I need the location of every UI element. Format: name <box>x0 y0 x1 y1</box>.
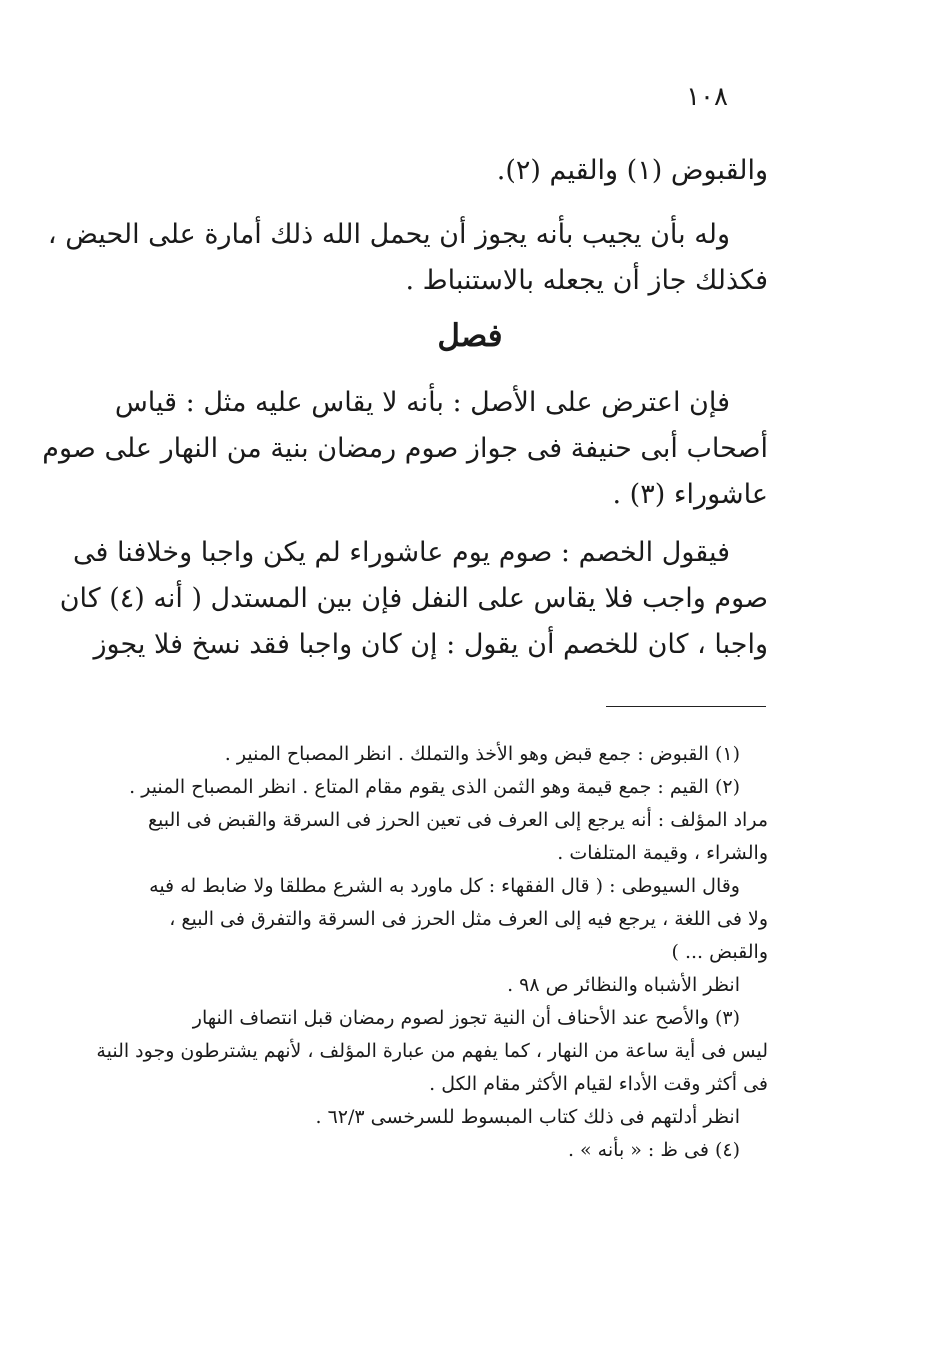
paragraph-1 <box>128 148 768 194</box>
footnote-line: فى أكثر وقت الأداء لقيام الأكثر مقام الكل . <box>429 1073 768 1095</box>
text-line: عاشوراء (٣) . <box>612 479 768 510</box>
footnote-line: انظر الأشباه والنظائر ص ٩٨ . <box>507 974 740 996</box>
text-line: واجبا ، كان للخصم أن يقول : إن كان واجبا فقد نسخ فلا يجوز <box>93 629 768 660</box>
page-number: ١٠٨ <box>686 82 728 112</box>
text-line: فيقول الخصم : صوم يوم عاشوراء لم يكن واجبا وخلافنا فى <box>73 537 730 568</box>
footnotes <box>96 738 768 1167</box>
paragraph-4 <box>59 530 768 668</box>
footnote-separator <box>606 706 766 707</box>
footnote-line: (٣) والأصح عند الأحناف أن النية تجوز لصوم رمضان قبل انتصاف النهار <box>192 1007 740 1029</box>
footnote-line: (١) القبوض : جمع قبض وهو الأخذ والتملك . انظر المصباح المنير . <box>224 743 740 765</box>
footnote-line: والشراء ، وقيمة المتلفات . <box>557 842 768 864</box>
footnote-line: ليس فى أية ساعة من النهار ، كما يفهم من عبارة المؤلف ، لأنهم يشترطون وجود النية <box>96 1040 768 1062</box>
footnote-line: (٤) فى ظ : « بأنه » . <box>567 1139 740 1161</box>
paragraph-2 <box>47 212 768 304</box>
footnote-line: (٢) القيم : جمع قيمة وهو الثمن الذى يقوم مقام المتاع . انظر المصباح المنير . <box>129 776 740 798</box>
text-line: أصحاب أبى حنيفة فى جواز صوم رمضان بنية من النهار على صوم <box>42 433 768 464</box>
text-line: وله بأن يجيب بأنه يجوز أن يحمل الله ذلك أمارة على الحيض ، <box>47 219 730 250</box>
text-line: والقبوض (١) والقيم (٢). <box>496 155 768 186</box>
text-line: صوم واجب فلا يقاس على النفل فإن بين المستدل ( أنه (٤) كان <box>59 583 768 614</box>
section-heading: فصل <box>437 318 503 354</box>
text-line: فإن اعترض على الأصل : بأنه لا يقاس عليه مثل : قياس <box>114 387 730 418</box>
footnote-line: مراد المؤلف : أنه يرجع إلى العرف فى تعين الحرز فى السرقة والقبض فى البيع <box>147 809 768 831</box>
footnote-line: انظر أدلتهم فى ذلك كتاب المبسوط للسرخسى ٦٢/٣ . <box>315 1106 740 1128</box>
paragraph-3 <box>42 380 768 518</box>
text-line: فكذلك جاز أن يجعله بالاستنباط . <box>405 265 768 296</box>
footnote-line: ولا فى اللغة ، يرجع فيه إلى العرف مثل الحرز فى السرقة والتفرق فى البيع ، <box>169 908 768 930</box>
footnote-line: وقال السيوطى : ( قال الفقهاء : كل ماورد به الشرع مطلقا ولا ضابط له فيه <box>149 875 740 897</box>
footnote-line: والقبض ... ) <box>671 941 768 963</box>
